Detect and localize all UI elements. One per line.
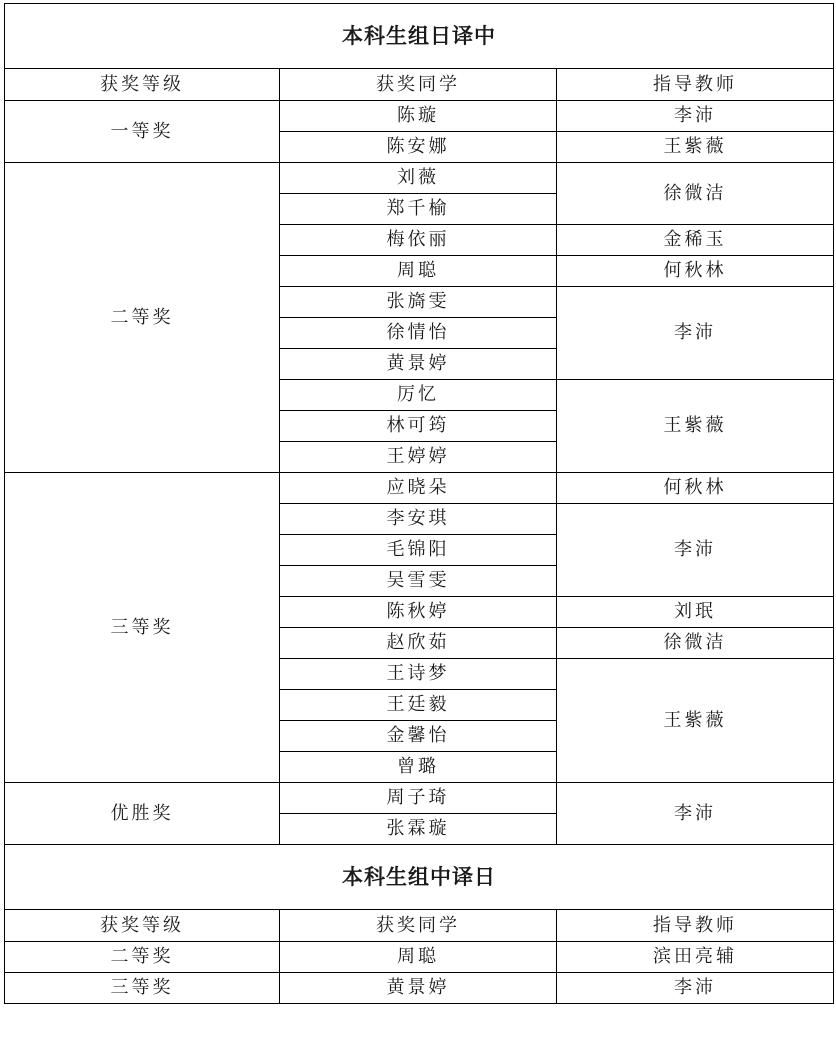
student-cell: 黄景婷 [280,973,557,1004]
table-row [5,101,834,132]
student-cell: 陈安娜 [280,132,557,163]
student-cell: 周聪 [280,942,557,973]
advisor-cell: 徐微洁 [557,163,834,225]
advisor-cell: 何秋林 [557,473,834,504]
student-cell: 黄景婷 [280,349,557,380]
advisor-cell: 刘珉 [557,597,834,628]
student-cell: 郑千榆 [280,194,557,225]
advisor-cell: 徐微洁 [557,628,834,659]
header-award-level: 获奖等级 [5,69,280,101]
student-cell: 厉忆 [280,380,557,411]
advisor-cell: 滨田亮辅 [557,942,834,973]
student-cell: 王婷婷 [280,442,557,473]
award-level-cell: 二等奖 [5,942,280,973]
table-row [5,783,834,814]
student-cell: 曾璐 [280,752,557,783]
advisor-cell: 李沛 [557,101,834,132]
student-cell: 林可筠 [280,411,557,442]
award-level-cell: 三等奖 [5,473,280,783]
advisor-cell: 李沛 [557,504,834,597]
section-title: 本科生组日译中 [5,4,834,69]
header-advisor: 指导教师 [557,69,834,101]
student-cell: 赵欣茹 [280,628,557,659]
section-title-row [5,4,834,69]
student-cell: 李安琪 [280,504,557,535]
header-advisor: 指导教师 [557,910,834,942]
table-row [5,473,834,504]
student-cell: 陈秋婷 [280,597,557,628]
advisor-cell: 何秋林 [557,256,834,287]
award-level-cell: 三等奖 [5,973,280,1004]
header-award-level: 获奖等级 [5,910,280,942]
student-cell: 金馨怡 [280,721,557,752]
student-cell: 刘薇 [280,163,557,194]
student-cell: 王廷毅 [280,690,557,721]
student-cell: 吴雪雯 [280,566,557,597]
header-row [5,69,834,101]
student-cell: 毛锦阳 [280,535,557,566]
award-level-cell: 一等奖 [5,101,280,163]
student-cell: 陈璇 [280,101,557,132]
table-row [5,973,834,1004]
student-cell: 周聪 [280,256,557,287]
advisor-cell: 李沛 [557,287,834,380]
header-student: 获奖同学 [280,910,557,942]
student-cell: 梅依丽 [280,225,557,256]
student-cell: 张霖璇 [280,814,557,845]
table-row [5,942,834,973]
advisor-cell: 王紫薇 [557,380,834,473]
student-cell: 应晓朵 [280,473,557,504]
student-cell: 张旖雯 [280,287,557,318]
advisor-cell: 李沛 [557,783,834,845]
award-level-cell: 二等奖 [5,163,280,473]
header-row [5,910,834,942]
advisor-cell: 金稀玉 [557,225,834,256]
student-cell: 王诗梦 [280,659,557,690]
table-row [5,163,834,194]
advisor-cell: 王紫薇 [557,659,834,783]
header-student: 获奖同学 [280,69,557,101]
advisor-cell: 李沛 [557,973,834,1004]
award-table [4,3,834,1004]
award-level-cell: 优胜奖 [5,783,280,845]
section-title-row [5,845,834,910]
section-title: 本科生组中译日 [5,845,834,910]
student-cell: 周子琦 [280,783,557,814]
advisor-cell: 王紫薇 [557,132,834,163]
student-cell: 徐情怡 [280,318,557,349]
